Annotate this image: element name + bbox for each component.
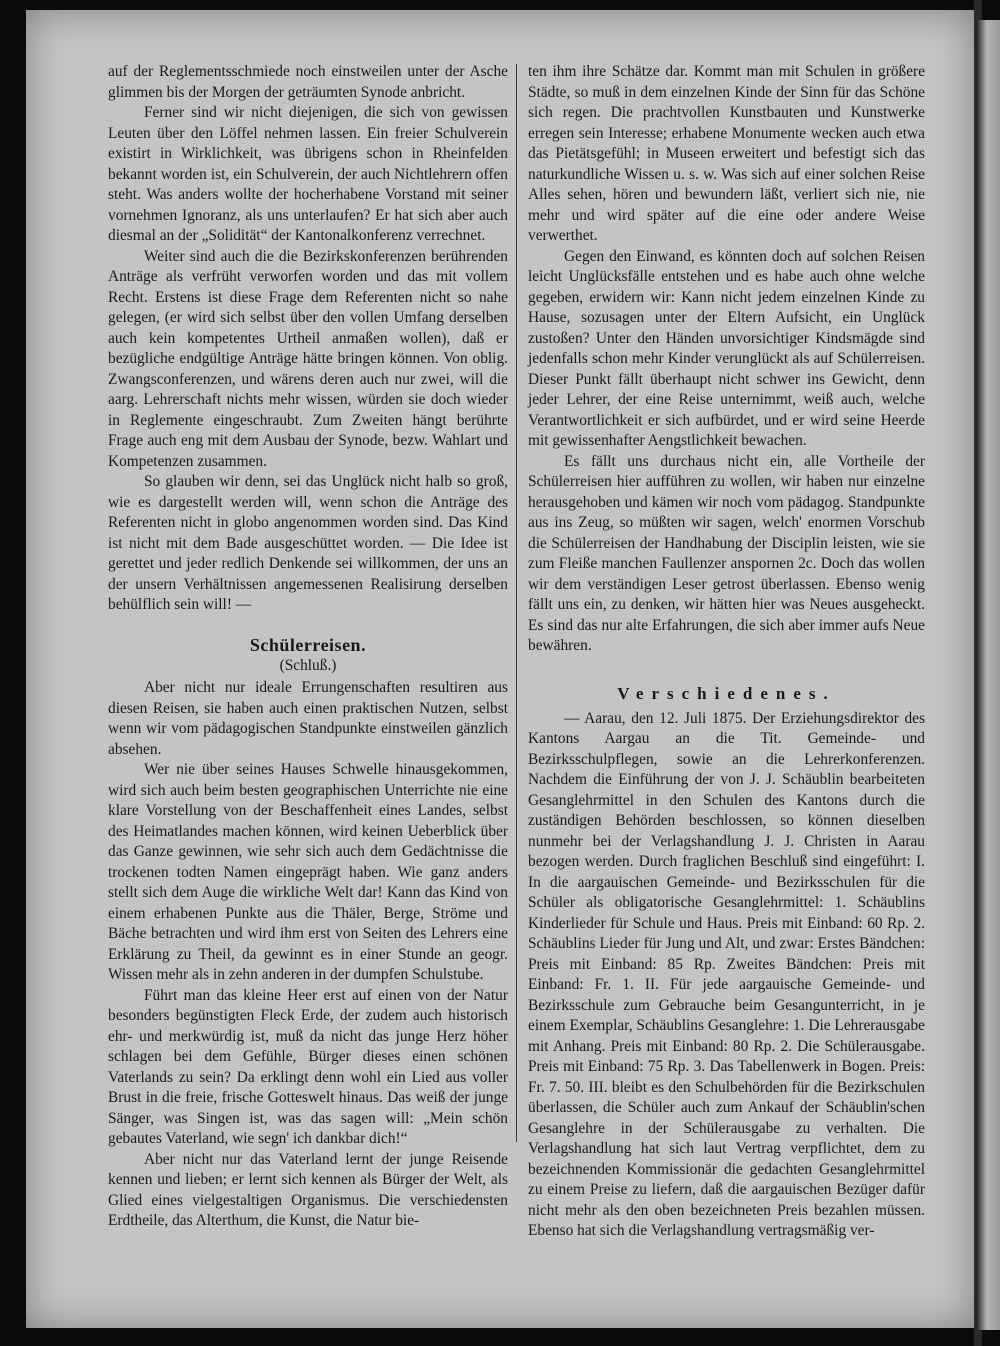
column-divider	[516, 64, 517, 1142]
left-paragraph-7: Führt man das kleine Heer erst auf einen von der Natur besonders begünstigten Fleck Erde, der zudem auch historisch ehr- und merkwürdig ist, muß da nicht das junge Herz höher schlagen bei dem Gefühle, Bürger dieses einen schönen Vaterlands zu sein? Da erklingt denn wohl ein Lied aus voller Brust in die freie, frische Gotteswelt hinaus. Das weiß der junge Sänger, was Singen ist, was das sagen will: „Mein schön gebautes Vaterland, wie segn' ich dankbar dich!“	[108, 986, 508, 1147]
right-paragraph-1: ten ihm ihre Schätze dar. Kommt man mit Schulen in größere Städte, so muß in dem einzelnen Kinde der Sinn für das Schöne sich regen. Die prachtvollen Kunstbauten und Kunstwerke erregen sein Interesse; erhabene Monumente wecken auch etwa das Pietätsgefühl; in Museen erweitert und befestigt sich das naturkundliche Wissen u. s. w. Was sich auf einer solchen Reise Alles sehen, hören und bewundern läßt, verliert sich nie, nie mehr und wird später auf die eine oder andere Weise verwerthet.	[528, 63, 925, 244]
right-paragraph-2: Gegen den Einwand, es könnten doch auf solchen Reisen leicht Unglücksfälle entstehen und es habe auch ohne welche gegeben, erwidern wir: Kann nicht jedem einzelnen Kinde zu Hause, sozusagen unter der Eltern Aufsicht, ein Unglück zustoßen? Unter den Händen unvorsichtiger Kindsmägde sind jedenfalls schon mehr Kinder verunglückt als auf Schülerreisen. Dieser Punkt fällt überhaupt nicht schwer ins Gewicht, denn jeder Lehrer, der eine Reise unternimmt, weiß auch, welche Verantwortlichkeit er sich aufbürdet, und er wird seine Heerde mit gewissenhafter Aengstlichkeit bewachen.	[528, 247, 925, 449]
left-paragraph-2: Ferner sind wir nicht diejenigen, die sich von gewissen Leuten über den Löffel nehmen lassen. Ein freier Schulverein existirt in Wirklichkeit, was übrigens schon in Rheinfelden bekannt worden ist, ein Schulverein, der auch Nichtlehrern offen steht. Was anders wollte der hocherhabene Vorstand mit seiner vornehmen Ignoranz, als uns unterlaufen? Er hat sich aber auch diesmal an der „Solidität“ der Kantonalkonferenz verrechnet.	[108, 104, 508, 244]
right-paragraph-4: — Aarau, den 12. Juli 1875. Der Erziehungsdirektor des Kantons Aargau an die Tit. Gemeinde- und Bezirksschulpflegen, sowie an die Lehrerkonferenzen. Nachdem die Einführung der von J. J. Schäublin bearbeiteten Gesanglehrmittel in den Schulen des Kantons durch die zuständigen Behörden beschlossen, so können dieselben nunmehr bei der Verlagshandlung J. J. Christen in Aarau bezogen werden. Durch fraglichen Beschluß sind eingeführt: I. In die aargauischen Gemeinde- und Bezirksschulen für die Schüler als obligatorische Gesanglehrmittel: 1. Schäublins Kinderlieder für Schule und Haus. Preis mit Einband: 60 Rp. 2. Schäublins Lieder für Jung und Alt, und zwar: Erstes Bändchen: Preis mit Einband: 85 Rp. Zweites Bändchen: Preis mit Einband: Fr. 1. II. Für jede aargauische Gemeinde- und Bezirksschule zum Gebrauche beim Gesangunterricht, in je einem Exemplar, Schäublins Gesanglehre: 1. Die Lehrerausgabe mit Anhang. Preis mit Einband: 80 Rp. 2. Die Schülerausgabe. Preis mit Einband: 75 Rp. 3. Das Tabellenwerk in Bogen. Preis: Fr. 7. 50. III. bleibt es den Schulbehörden für die Bezirkschulen überlassen, die Schüler auch zum Ankauf der Schäublin'schen Gesanglehre in der Schülerausgabe zu verhalten. Die Verlagshandlung hat sich laut Vertrag verpflichtet, dem zu bezeichnenden Kommissionär die gedachten Gesanglehrmittel zu einem Preise zu liefern, daß die aargauischen Bezüger dafür nicht mehr als den oben bezeichneten Preis bezahlen müssen. Ebenso hat sich die Verlagshandlung vertragsmäßig ver-	[528, 709, 925, 1239]
left-paragraph-1: auf der Reglementsschmiede noch einstweilen unter der Asche glimmen bis der Morgen der geträumten Synode anbricht.	[108, 63, 508, 101]
section-title-verschiedenes: Verschiedenes.	[617, 683, 836, 703]
right-column	[528, 62, 925, 1242]
section-subtitle-schluss: (Schluß.)	[279, 656, 337, 674]
left-paragraph-5: Aber nicht nur ideale Errungenschaften resultiren aus diesen Reisen, sie haben auch einen praktischen Nutzen, selbst wenn wir vom pädagogischen Standpunkte einstweilen gänzlich absehen.	[108, 679, 508, 758]
left-paragraph-8: Aber nicht nur das Vaterland lernt der junge Reisende kennen und lieben; er lernt sich kennen als Bürger der Welt, als Glied eines vielgestaltigen Organismus. Die verschiedensten Erdtheile, das Alterthum, die Kunst, die Natur bie-	[108, 1150, 508, 1229]
left-paragraph-4: So glauben wir denn, sei das Unglück nicht halb so groß, wie es dargestellt werden will, wenn schon die Anträge des Referenten nicht in globo angenommen worden sind. Das Kind ist nicht mit dem Bade ausgeschüttet worden. — Die Idee ist gerettet und jeder redlich Denkende sei willkommen, der uns an der unsern Verhältnissen angemessenen Realisirung derselben behülflich sein will! —	[108, 473, 508, 613]
next-page-edge	[978, 20, 1000, 1330]
left-paragraph-3: Weiter sind auch die die Bezirkskonferenzen berührenden Anträge als verfrüht verworfen worden und das mit vollem Recht. Erstens ist diese Frage dem Referenten nicht so nahe gelegen, (er wird sich selbst über den vollen Umfang derselben auch kein kompetentes Urtheil anmaßen wollen), daß er bezügliche endgültige Anträge hätte bringen können. Von oblig. Zwangsconferenzen, und wärens deren auch nur zwei, will die aarg. Lehrerschaft nichts mehr wissen, würden sie doch wieder in Reglemente eingeschraubt. Zum Zweiten hängt berührte Frage auch eng mit dem Ausbau der Synode, bezw. Wahlart und Kompetenzen zusammen.	[108, 247, 508, 470]
left-column	[108, 62, 508, 1232]
left-paragraph-6: Wer nie über seines Hauses Schwelle hinausgekommen, wird sich auch beim besten geographischen Unterrichte nie eine klare Vorstellung von der Beschaffenheit eines Landes, selbst des Heimatlandes machen können, wird keinen Ueberblick über das Ganze gewinnen, wie sehr sich auch dem Gedächtnisse die trockenen todten Namen eingeprägt haben. Wie ganz anders stellt sich dem Auge die wirkliche Welt dar! Kann das Kind von einem erhabenen Punkte aus die Thäler, Berge, Ströme und Bäche betrachten und wird ihm erst von Seiten des Lehrers eine Erklärung zu Theil, da gewinnt es in einer Stunde an geogr. Wissen mehr als in zehn anderen in der dumpfen Schulstube.	[108, 761, 508, 983]
section-title-schuelerreisen: Schülerreisen.	[249, 634, 367, 655]
right-paragraph-3: Es fällt uns durchaus nicht ein, alle Vortheile der Schülerreisen hier aufführen zu wollen, wir haben nur einzelne herausgehoben und kämen wir noch vom pädagog. Standpunkte aus ins Zeug, so müßten wir sagen, welch' enormen Vorschub die Schülerreisen der Handhabung der Disciplin leisten, wie sie zum Fleiße manchen Faullenzer anspornen 2c. Doch das wollen wir dem verständigen Leser getrost überlassen. Ebenso wenig fällt uns ein, zu denken, wir hätten hier was Neues ausgeheckt. Es sind das nur alte Erfahrungen, die sich aber immer aufs Neue bewähren.	[528, 452, 925, 654]
